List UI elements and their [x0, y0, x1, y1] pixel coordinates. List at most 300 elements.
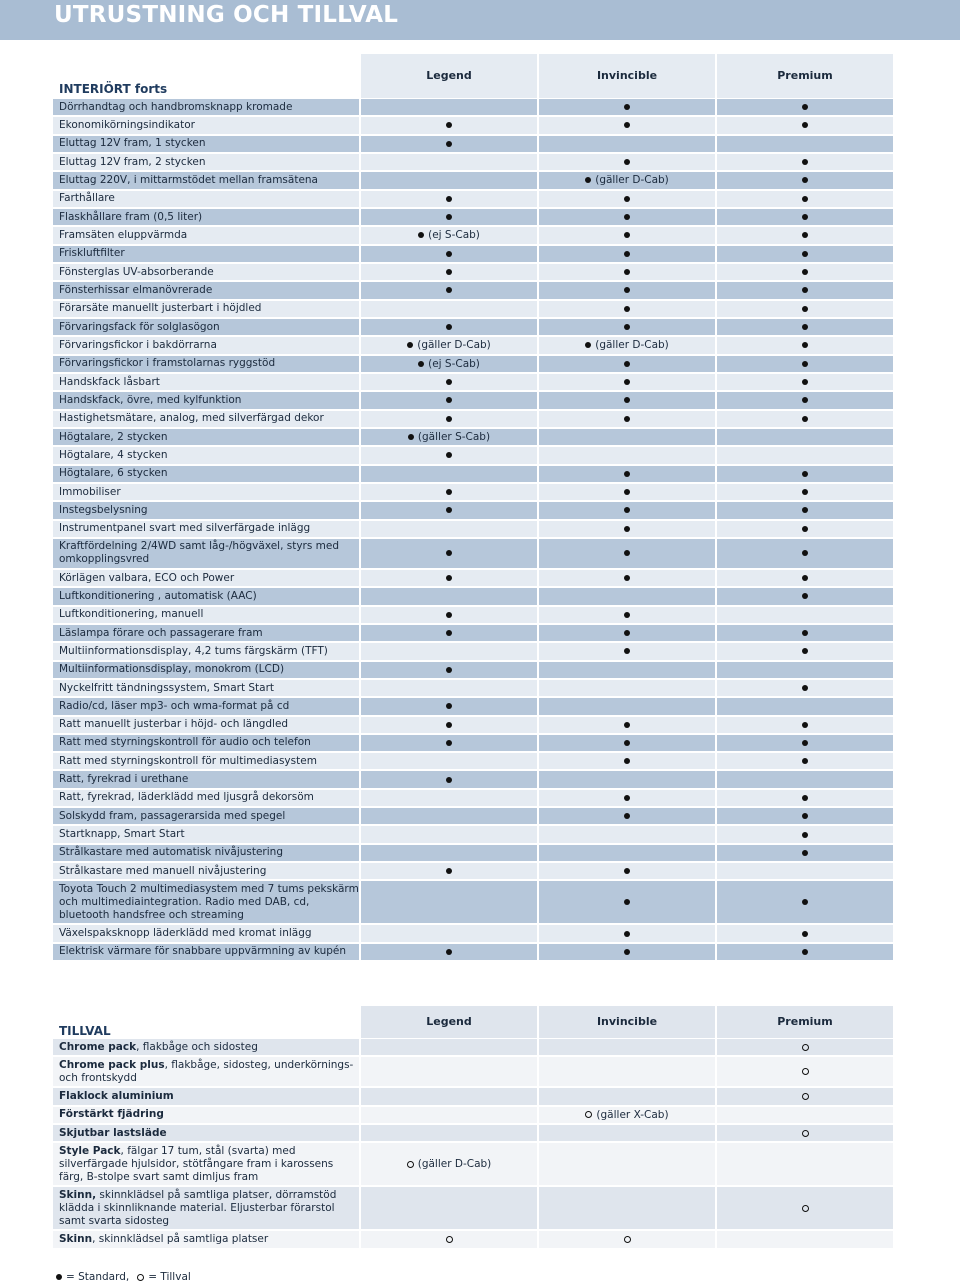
mark-cell-premium	[717, 466, 893, 482]
mark	[802, 526, 808, 532]
mark	[624, 575, 630, 581]
mark	[624, 526, 630, 532]
mark	[802, 361, 808, 367]
row-label: Eluttag 220V, i mittarmstödet mellan framsätena	[53, 172, 359, 188]
table-row	[53, 661, 893, 679]
standard-dot-icon	[624, 471, 630, 477]
mark-cell-premium	[717, 863, 893, 879]
standard-dot-icon	[446, 575, 452, 581]
standard-dot-icon	[624, 214, 630, 220]
mark	[624, 648, 630, 654]
mark-cell-invincible	[539, 808, 715, 824]
table-row	[53, 734, 893, 752]
mark-note: (ej S-Cab)	[428, 229, 480, 242]
mark	[624, 269, 630, 275]
mark-cell-premium	[717, 429, 893, 445]
mark	[585, 1109, 668, 1121]
mark-cell-invincible	[539, 136, 715, 152]
mark-cell-invincible	[539, 392, 715, 408]
mark-cell-premium	[717, 411, 893, 427]
mark-cell-legend	[361, 136, 537, 152]
row-label: Handskfack låsbart	[53, 374, 359, 390]
standard-dot-icon	[802, 550, 808, 556]
mark	[446, 630, 452, 636]
standard-dot-icon	[802, 507, 808, 513]
mark	[802, 416, 808, 422]
standard-dot-icon	[446, 141, 452, 147]
mark	[802, 269, 808, 275]
row-label: Förvaringsfickor i bakdörrarna	[53, 337, 359, 353]
mark	[802, 1093, 809, 1100]
row-label	[53, 1088, 359, 1104]
mark-cell-legend	[361, 227, 537, 243]
mark-cell-invincible	[539, 944, 715, 960]
mark-cell-invincible	[539, 1143, 715, 1185]
standard-dot-icon	[624, 251, 630, 257]
standard-dot-icon	[446, 251, 452, 257]
mark	[446, 416, 452, 422]
table-row	[53, 880, 893, 924]
mark-cell-invincible	[539, 484, 715, 500]
table-row	[53, 752, 893, 770]
mark-cell-invincible	[539, 680, 715, 696]
standard-dot-icon	[624, 379, 630, 385]
table-row	[53, 318, 893, 336]
mark	[802, 324, 808, 330]
mark-cell-premium	[717, 209, 893, 225]
mark-cell-premium	[717, 1107, 893, 1123]
row-label: Framsäten eluppvärmda	[53, 227, 359, 243]
mark	[446, 550, 452, 556]
standard-dot-icon	[446, 214, 452, 220]
mark-cell-legend	[361, 337, 537, 353]
mark-cell-invincible	[539, 411, 715, 427]
standard-dot-icon	[624, 196, 630, 202]
mark	[446, 868, 452, 874]
mark	[418, 229, 480, 241]
mark-cell-legend	[361, 117, 537, 133]
row-label: Friskluftfilter	[53, 246, 359, 262]
mark	[802, 397, 808, 403]
row-label: Ratt, fyrekrad i urethane	[53, 771, 359, 787]
mark-cell-premium	[717, 1039, 893, 1055]
mark-cell-legend	[361, 484, 537, 500]
mark	[802, 1044, 809, 1051]
column-header-premium: Premium	[717, 1006, 893, 1038]
mark-cell-premium	[717, 826, 893, 842]
mark	[446, 141, 452, 147]
page-title: UTRUSTNING OCH TILLVAL	[54, 2, 399, 28]
mark	[802, 1068, 809, 1075]
mark-cell-legend	[361, 191, 537, 207]
header-banner	[0, 0, 960, 40]
standard-dot-icon	[585, 342, 591, 348]
row-label: Förarsäte manuellt justerbart i höjdled	[53, 301, 359, 317]
standard-dot-icon	[407, 342, 413, 348]
standard-dot-icon	[418, 361, 424, 367]
row-label: Växelspaksknopp läderklädd med kromat inlägg	[53, 925, 359, 941]
mark-cell-legend	[361, 944, 537, 960]
standard-dot-icon	[802, 850, 808, 856]
mark	[802, 122, 808, 128]
mark-cell-premium	[717, 502, 893, 518]
mark-cell-invincible	[539, 588, 715, 604]
mark	[446, 397, 452, 403]
mark-cell-premium	[717, 1088, 893, 1104]
mark	[802, 232, 808, 238]
mark	[624, 196, 630, 202]
mark-cell-invincible	[539, 264, 715, 280]
mark	[624, 324, 630, 330]
mark-cell-premium	[717, 337, 893, 353]
mark-cell-premium	[717, 282, 893, 298]
row-label: Elektrisk värmare för snabbare uppvärmning av kupén	[53, 944, 359, 960]
row-label: Högtalare, 4 stycken	[53, 447, 359, 463]
standard-dot-icon	[802, 397, 808, 403]
table-row	[53, 569, 893, 587]
mark-cell-invincible	[539, 625, 715, 641]
interior-rows	[53, 98, 893, 961]
table-row	[53, 697, 893, 715]
row-label: Multiinformationsdisplay, 4,2 tums färgskärm (TFT)	[53, 643, 359, 659]
standard-dot-icon	[624, 489, 630, 495]
standard-dot-icon	[624, 722, 630, 728]
row-label: Eluttag 12V fram, 2 stycken	[53, 154, 359, 170]
mark	[408, 431, 490, 443]
mark	[446, 287, 452, 293]
row-label: Skinn, skinnklädsel på samtliga platser	[53, 1231, 359, 1247]
mark-cell-premium	[717, 717, 893, 733]
standard-dot-icon	[446, 630, 452, 636]
standard-dot-icon	[802, 740, 808, 746]
standard-dot-icon	[624, 550, 630, 556]
mark-cell-legend	[361, 826, 537, 842]
mark-cell-premium	[717, 790, 893, 806]
standard-dot-icon	[624, 899, 630, 905]
row-label: Toyota Touch 2 multimediasystem med 7 tums pekskärm och multimediaintegration. Radio med DAB, cd, bluetooth handsfree och streaming	[53, 881, 359, 923]
mark-cell-invincible	[539, 643, 715, 659]
mark-cell-invincible	[539, 570, 715, 586]
mark	[624, 868, 630, 874]
standard-dot-icon	[446, 489, 452, 495]
row-label: Skinn, skinnklädsel på samtliga platser, dörramstöd klädda i skinnliknande material. Eljusterbar förarstol samt svarta sidosteg	[53, 1187, 359, 1229]
standard-dot-icon	[802, 899, 808, 905]
mark	[802, 1205, 809, 1212]
option-name: Förstärkt fjädring	[59, 1108, 164, 1121]
standard-dot-icon	[802, 251, 808, 257]
mark-cell-legend	[361, 411, 537, 427]
mark-cell-premium	[717, 374, 893, 390]
mark	[624, 949, 630, 955]
standard-dot-icon	[446, 667, 452, 673]
mark-cell-legend	[361, 374, 537, 390]
table-row	[53, 825, 893, 843]
mark-note: (ej S-Cab)	[428, 357, 480, 370]
mark-cell-legend	[361, 502, 537, 518]
mark	[407, 1158, 492, 1170]
mark	[624, 931, 630, 937]
mark	[802, 287, 808, 293]
mark-cell-premium	[717, 607, 893, 623]
mark-cell-premium	[717, 1187, 893, 1229]
row-label: Flaskhållare fram (0,5 liter)	[53, 209, 359, 225]
standard-dot-icon	[802, 526, 808, 532]
mark	[802, 104, 808, 110]
standard-dot-icon	[446, 612, 452, 618]
mark	[624, 159, 630, 165]
mark	[802, 949, 808, 955]
standard-dot-icon	[802, 795, 808, 801]
table-row	[53, 501, 893, 519]
standard-dot-icon	[446, 397, 452, 403]
mark	[624, 550, 630, 556]
mark-cell-legend	[361, 607, 537, 623]
mark-note: (gäller D-Cab)	[417, 1158, 492, 1171]
mark	[802, 850, 808, 856]
option-ring-icon	[802, 1093, 809, 1100]
standard-dot-icon	[802, 758, 808, 764]
table-row	[53, 300, 893, 318]
standard-dot-icon	[446, 452, 452, 458]
standard-dot-icon	[446, 416, 452, 422]
mark-cell-legend	[361, 570, 537, 586]
column-header-legend: Legend	[361, 1006, 537, 1038]
mark-cell-premium	[717, 925, 893, 941]
mark-note: (gäller S-Cab)	[417, 431, 491, 444]
option-ring-icon	[802, 1068, 809, 1075]
mark-cell-legend	[361, 282, 537, 298]
mark-cell-invincible	[539, 881, 715, 923]
mark	[446, 740, 452, 746]
mark	[624, 214, 630, 220]
mark	[624, 361, 630, 367]
standard-dot-icon	[802, 214, 808, 220]
row-label: Högtalare, 6 stycken	[53, 466, 359, 482]
table-row	[53, 263, 893, 281]
mark	[802, 593, 808, 599]
row-label: Luftkonditionering, manuell	[53, 607, 359, 623]
row-label: Strålkastare med automatisk nivåjustering	[53, 845, 359, 861]
table-row	[53, 716, 893, 734]
table-row	[53, 190, 893, 208]
mark	[624, 251, 630, 257]
mark-cell-premium	[717, 643, 893, 659]
standard-dot-icon	[802, 471, 808, 477]
mark	[446, 703, 452, 709]
option-name: Style Pack	[59, 1144, 121, 1157]
table-row	[53, 336, 893, 354]
mark-cell-legend	[361, 845, 537, 861]
mark-cell-legend	[361, 429, 537, 445]
standard-dot-icon	[624, 740, 630, 746]
standard-dot-icon	[802, 813, 808, 819]
option-ring-icon	[137, 1274, 144, 1281]
mark	[446, 122, 452, 128]
standard-dot-icon	[624, 575, 630, 581]
mark-cell-invincible	[539, 337, 715, 353]
standard-dot-icon	[624, 232, 630, 238]
mark-cell-invincible	[539, 1125, 715, 1141]
table-row	[53, 410, 893, 428]
standard-dot-icon	[446, 324, 452, 330]
standard-dot-icon	[446, 287, 452, 293]
mark	[802, 648, 808, 654]
options-table-header	[53, 1006, 893, 1038]
mark-cell-legend	[361, 735, 537, 751]
mark	[802, 342, 808, 348]
option-ring-icon	[585, 1111, 592, 1118]
standard-dot-icon	[802, 324, 808, 330]
standard-dot-icon	[624, 269, 630, 275]
mark-cell-premium	[717, 808, 893, 824]
row-label	[53, 1107, 359, 1123]
option-name: Skjutbar lastsläde	[59, 1126, 167, 1139]
standard-dot-icon	[802, 685, 808, 691]
mark	[446, 575, 452, 581]
table-row	[53, 943, 893, 961]
mark-cell-legend	[361, 1143, 537, 1185]
option-ring-icon	[624, 1236, 631, 1243]
mark-cell-premium	[717, 246, 893, 262]
mark	[802, 489, 808, 495]
table-row	[53, 116, 893, 134]
mark	[802, 722, 808, 728]
mark-cell-invincible	[539, 227, 715, 243]
mark-cell-legend	[361, 1187, 537, 1229]
row-label: Farthållare	[53, 191, 359, 207]
option-name: Flaklock aluminium	[59, 1089, 174, 1102]
mark-cell-premium	[717, 521, 893, 537]
mark	[624, 416, 630, 422]
row-label: Multiinformationsdisplay, monokrom (LCD)	[53, 662, 359, 678]
mark-cell-invincible	[539, 735, 715, 751]
mark-cell-invincible	[539, 521, 715, 537]
mark	[624, 306, 630, 312]
table-row	[53, 245, 893, 263]
row-label: Radio/cd, läser mp3- och wma-format på cd	[53, 698, 359, 714]
interior-table	[53, 54, 893, 961]
mark-cell-premium	[717, 570, 893, 586]
mark-cell-legend	[361, 790, 537, 806]
mark	[446, 324, 452, 330]
mark	[802, 177, 808, 183]
mark-cell-premium	[717, 1125, 893, 1141]
mark	[624, 795, 630, 801]
table-row	[53, 135, 893, 153]
mark	[802, 899, 808, 905]
table-row	[53, 391, 893, 409]
mark	[446, 612, 452, 618]
mark	[802, 471, 808, 477]
table-row	[53, 642, 893, 660]
row-label: Fönsterglas UV-absorberande	[53, 264, 359, 280]
mark	[802, 795, 808, 801]
standard-dot-icon	[624, 361, 630, 367]
mark-cell-legend	[361, 625, 537, 641]
mark	[418, 358, 480, 370]
mark-cell-premium	[717, 227, 893, 243]
mark-cell-premium	[717, 698, 893, 714]
mark	[802, 758, 808, 764]
mark-cell-invincible	[539, 1088, 715, 1104]
standard-dot-icon	[418, 232, 424, 238]
standard-dot-icon	[408, 434, 414, 440]
standard-dot-icon	[624, 868, 630, 874]
mark-cell-legend	[361, 539, 537, 568]
standard-dot-icon	[802, 104, 808, 110]
standard-dot-icon	[624, 931, 630, 937]
mark	[802, 630, 808, 636]
table-row	[53, 153, 893, 171]
mark-cell-premium	[717, 1057, 893, 1086]
row-label: Chrome pack, flakbåge och sidosteg	[53, 1039, 359, 1055]
mark-cell-premium	[717, 625, 893, 641]
mark-cell-premium	[717, 881, 893, 923]
column-header-invincible: Invincible	[539, 54, 715, 98]
mark-cell-invincible	[539, 863, 715, 879]
row-label: Chrome pack plus, flakbåge, sidosteg, underkörnings- och frontskydd	[53, 1057, 359, 1086]
mark-cell-legend	[361, 925, 537, 941]
mark-cell-legend	[361, 319, 537, 335]
mark-cell-invincible	[539, 845, 715, 861]
row-label: Fönsterhissar elmanövrerade	[53, 282, 359, 298]
standard-dot-icon	[446, 868, 452, 874]
mark	[802, 832, 808, 838]
mark-cell-premium	[717, 1143, 893, 1185]
table-row	[53, 624, 893, 642]
standard-dot-icon	[802, 159, 808, 165]
mark-cell-invincible	[539, 1231, 715, 1247]
row-label: Strålkastare med manuell nivåjustering	[53, 863, 359, 879]
mark-cell-premium	[717, 588, 893, 604]
table-row	[53, 465, 893, 483]
mark	[802, 379, 808, 385]
table-row	[53, 924, 893, 942]
table-row	[53, 789, 893, 807]
row-label: Läslampa förare och passagerare fram	[53, 625, 359, 641]
mark-cell-invincible	[539, 191, 715, 207]
row-label: Instegsbelysning	[53, 502, 359, 518]
mark-cell-premium	[717, 319, 893, 335]
table-row	[53, 862, 893, 880]
option-ring-icon	[802, 1130, 809, 1137]
standard-dot-icon	[802, 575, 808, 581]
standard-dot-icon	[446, 740, 452, 746]
table-row	[53, 1124, 893, 1142]
row-label: Nyckelfritt tändningssystem, Smart Start	[53, 680, 359, 696]
standard-dot-icon	[624, 104, 630, 110]
mark-cell-legend	[361, 154, 537, 170]
standard-dot-icon	[446, 269, 452, 275]
mark-cell-invincible	[539, 1107, 715, 1123]
table-row	[53, 770, 893, 788]
table-row	[53, 1056, 893, 1087]
mark-cell-invincible	[539, 172, 715, 188]
mark	[802, 931, 808, 937]
row-label: Kraftfördelning 2/4WD samt låg-/högväxel, styrs med omkopplingsvred	[53, 539, 359, 568]
mark-cell-invincible	[539, 209, 715, 225]
table-row	[53, 355, 893, 373]
row-label: Handskfack, övre, med kylfunktion	[53, 392, 359, 408]
mark-cell-legend	[361, 392, 537, 408]
table-row	[53, 1106, 893, 1124]
mark	[446, 949, 452, 955]
mark-cell-legend	[361, 643, 537, 659]
mark-cell-invincible	[539, 154, 715, 170]
mark	[624, 1236, 631, 1243]
interior-table-header	[53, 54, 893, 98]
mark-cell-invincible	[539, 607, 715, 623]
